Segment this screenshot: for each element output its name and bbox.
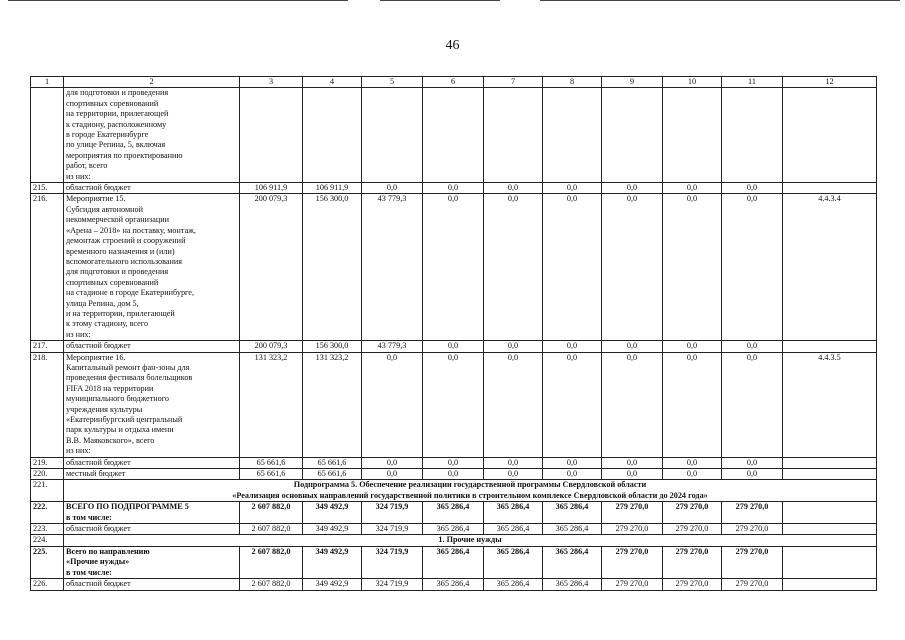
column-header: 10	[663, 77, 722, 88]
value-cell: 0,0	[602, 469, 663, 480]
value-cell: 349 492,9	[303, 502, 362, 524]
row-description	[64, 194, 240, 341]
column-header: 4	[303, 77, 362, 88]
empty-cell	[303, 88, 362, 183]
description-line: улица Репина, дом 5,	[66, 298, 139, 308]
empty-cell	[423, 88, 484, 183]
value-cell: 0,0	[423, 457, 484, 468]
table-row	[31, 546, 877, 578]
row-number: 216.	[31, 194, 64, 341]
value-cell: 0,0	[484, 183, 543, 194]
value-cell: 349 492,9	[303, 579, 362, 590]
value-cell: 0,0	[663, 469, 722, 480]
value-cell: 0,0	[602, 352, 663, 457]
value-cell: 0,0	[423, 183, 484, 194]
row-description: областной бюджет	[64, 457, 240, 468]
description-line: для подготовки и проведения	[66, 267, 169, 277]
value-cell: 131 323,2	[303, 352, 362, 457]
description-line: к стадиону, расположенному	[66, 119, 167, 129]
value-cell: 65 661,6	[240, 457, 303, 468]
description-line: Капитальный ремонт фан-зоны для	[66, 362, 190, 372]
value-cell: 65 661,6	[240, 469, 303, 480]
top-rule	[0, 0, 905, 3]
column-header: 1	[31, 77, 64, 88]
row-number: 219.	[31, 457, 64, 468]
row-number	[31, 88, 64, 183]
value-cell: 279 270,0	[722, 524, 783, 535]
value-cell: 0,0	[484, 341, 543, 352]
description-line: демонтаж строений и сооружений	[66, 236, 186, 246]
description-line: для подготовки и проведения	[66, 88, 169, 98]
description-line: некоммерческой организации	[66, 215, 170, 225]
value-cell: 279 270,0	[722, 502, 783, 524]
table-row	[31, 579, 877, 590]
value-cell: 65 661,6	[303, 457, 362, 468]
value-cell: 0,0	[602, 341, 663, 352]
empty-cell	[543, 88, 602, 183]
table-row	[31, 88, 877, 183]
empty-cell	[783, 88, 877, 183]
value-cell: 0,0	[543, 194, 602, 341]
table-row	[31, 502, 877, 524]
value-cell: 156 300,0	[303, 194, 362, 341]
value-cell: 65 661,6	[303, 469, 362, 480]
column-header: 3	[240, 77, 303, 88]
value-cell: 324 719,9	[362, 546, 423, 578]
row-number: 222.	[31, 502, 64, 524]
value-cell: 0,0	[362, 352, 423, 457]
target-code	[783, 457, 877, 468]
value-cell: 0,0	[423, 469, 484, 480]
value-cell: 365 286,4	[543, 502, 602, 524]
description-line: «Арена – 2018» на поставку, монтаж,	[66, 225, 196, 235]
value-cell: 279 270,0	[602, 502, 663, 524]
value-cell: 0,0	[722, 457, 783, 468]
section-title-line: «Реализация основных направлений государственной политики в строительном комплексе Свердловской области до 2024 года»	[232, 490, 708, 500]
value-cell: 279 270,0	[663, 502, 722, 524]
row-number: 223.	[31, 524, 64, 535]
value-cell: 2 607 882,0	[240, 546, 303, 578]
value-cell: 0,0	[722, 341, 783, 352]
value-cell: 365 286,4	[543, 546, 602, 578]
value-cell: 0,0	[722, 183, 783, 194]
row-description	[64, 546, 240, 578]
value-cell: 279 270,0	[663, 579, 722, 590]
value-cell: 43 779,3	[362, 194, 423, 341]
value-cell: 365 286,4	[484, 579, 543, 590]
column-header: 8	[543, 77, 602, 88]
description-line: Всего по направлению	[66, 546, 150, 556]
value-cell: 365 286,4	[423, 524, 484, 535]
column-header: 12	[783, 77, 877, 88]
value-cell: 0,0	[362, 469, 423, 480]
empty-cell	[602, 88, 663, 183]
section-title-line: 1. Прочие нужды	[438, 535, 502, 545]
section-row	[31, 480, 877, 502]
value-cell: 156 300,0	[303, 341, 362, 352]
column-header: 6	[423, 77, 484, 88]
table-row	[31, 183, 877, 194]
section-title-line: Подпрограмма 5. Обеспечение реализации государственной программы Свердловской области	[293, 480, 647, 490]
value-cell: 43 779,3	[362, 341, 423, 352]
value-cell: 0,0	[423, 341, 484, 352]
description-line: вспомогательного использования	[66, 256, 183, 266]
row-number: 220.	[31, 469, 64, 480]
target-code	[783, 502, 877, 524]
column-header: 2	[64, 77, 240, 88]
value-cell: 365 286,4	[543, 579, 602, 590]
description-line: В.В. Маяковского», всего	[66, 435, 155, 445]
description-line: «Екатеринбургский центральный	[66, 415, 183, 424]
value-cell: 0,0	[663, 352, 722, 457]
description-line: в том числе:	[66, 567, 112, 577]
value-cell: 0,0	[484, 457, 543, 468]
value-cell: 279 270,0	[722, 546, 783, 578]
description-line: мероприятия по проектированию	[66, 150, 183, 160]
header-row	[31, 77, 877, 88]
value-cell: 0,0	[663, 457, 722, 468]
value-cell: 349 492,9	[303, 546, 362, 578]
row-number: 218.	[31, 352, 64, 457]
value-cell: 324 719,9	[362, 579, 423, 590]
table-row	[31, 524, 877, 535]
row-description	[64, 88, 240, 183]
description-line: из них:	[66, 446, 91, 456]
target-code	[783, 524, 877, 535]
row-description: областной бюджет	[64, 341, 240, 352]
description-line: в городе Екатеринбурге	[66, 130, 149, 140]
description-line: Мероприятие 16.	[66, 352, 126, 362]
description-line: учреждения культуры	[66, 404, 143, 414]
row-description: областной бюджет	[64, 579, 240, 590]
value-cell: 0,0	[543, 183, 602, 194]
row-number: 226.	[31, 579, 64, 590]
value-cell: 0,0	[663, 194, 722, 341]
value-cell: 0,0	[362, 457, 423, 468]
value-cell: 131 323,2	[240, 352, 303, 457]
value-cell: 279 270,0	[602, 546, 663, 578]
value-cell: 279 270,0	[663, 546, 722, 578]
value-cell: 365 286,4	[423, 579, 484, 590]
empty-cell	[484, 88, 543, 183]
target-code: 4.4.3.5	[783, 352, 877, 457]
value-cell: 106 911,9	[303, 183, 362, 194]
value-cell: 365 286,4	[543, 524, 602, 535]
target-code	[783, 341, 877, 352]
description-line: на стадионе в городе Екатеринбурге,	[66, 288, 194, 298]
description-line: на территории, прилегающей	[66, 109, 169, 119]
description-line: Субсидия автономной	[66, 204, 144, 214]
value-cell: 0,0	[423, 352, 484, 457]
value-cell: 0,0	[722, 352, 783, 457]
description-line: по улице Репина, 5, включая	[66, 140, 166, 150]
value-cell: 0,0	[423, 194, 484, 341]
column-header: 5	[362, 77, 423, 88]
row-description: местный бюджет	[64, 469, 240, 480]
value-cell: 0,0	[663, 183, 722, 194]
row-number: 215.	[31, 183, 64, 194]
value-cell: 0,0	[362, 183, 423, 194]
value-cell: 106 911,9	[240, 183, 303, 194]
section-row	[31, 535, 877, 546]
empty-cell	[663, 88, 722, 183]
table-row	[31, 352, 877, 457]
value-cell: 0,0	[602, 183, 663, 194]
value-cell: 349 492,9	[303, 524, 362, 535]
section-title	[64, 480, 877, 502]
column-header: 7	[484, 77, 543, 88]
value-cell: 0,0	[543, 352, 602, 457]
value-cell: 279 270,0	[602, 579, 663, 590]
description-line: проведения фестиваля болельщиков	[66, 373, 193, 383]
table-row	[31, 469, 877, 480]
value-cell: 365 286,4	[423, 502, 484, 524]
row-description	[64, 352, 240, 457]
table-row	[31, 457, 877, 468]
value-cell: 2 607 882,0	[240, 524, 303, 535]
page-number: 46	[445, 38, 460, 53]
value-cell: 0,0	[543, 457, 602, 468]
description-line: работ, всего	[66, 161, 108, 171]
description-line: FIFA 2018 на территории	[66, 383, 154, 393]
value-cell: 365 286,4	[484, 502, 543, 524]
description-line: парк культуры и отдыха имени	[66, 425, 174, 435]
value-cell: 2 607 882,0	[240, 579, 303, 590]
description-line: из них:	[66, 171, 91, 181]
target-code	[783, 546, 877, 578]
column-header: 11	[722, 77, 783, 88]
target-code	[783, 579, 877, 590]
value-cell: 0,0	[602, 194, 663, 341]
table-row	[31, 194, 877, 341]
value-cell: 365 286,4	[484, 524, 543, 535]
value-cell: 279 270,0	[722, 579, 783, 590]
description-line: временного назначения и (или)	[66, 246, 175, 256]
description-line: ВСЕГО ПО ПОДПРОГРАММЕ 5	[66, 502, 189, 512]
row-description	[64, 502, 240, 524]
value-cell: 324 719,9	[362, 502, 423, 524]
budget-table	[30, 76, 877, 591]
value-cell: 279 270,0	[602, 524, 663, 535]
value-cell: 0,0	[722, 194, 783, 341]
value-cell: 279 270,0	[663, 524, 722, 535]
row-number: 224.	[31, 535, 64, 546]
value-cell: 0,0	[484, 352, 543, 457]
empty-cell	[362, 88, 423, 183]
row-number: 221.	[31, 480, 64, 502]
row-number: 225.	[31, 546, 64, 578]
value-cell: 0,0	[543, 469, 602, 480]
row-description: областной бюджет	[64, 183, 240, 194]
row-description: областной бюджет	[64, 524, 240, 535]
table-row	[31, 341, 877, 352]
value-cell: 365 286,4	[484, 546, 543, 578]
value-cell: 0,0	[602, 457, 663, 468]
description-line: спортивных соревнований	[66, 277, 159, 287]
value-cell: 2 607 882,0	[240, 502, 303, 524]
description-line: Мероприятие 15.	[66, 194, 126, 204]
description-line: из них:	[66, 329, 91, 339]
target-code	[783, 469, 877, 480]
description-line: в том числе:	[66, 512, 112, 522]
description-line: спортивных соревнований	[66, 98, 159, 108]
value-cell: 0,0	[484, 194, 543, 341]
empty-cell	[240, 88, 303, 183]
value-cell: 200 079,3	[240, 194, 303, 341]
value-cell: 0,0	[484, 469, 543, 480]
section-title	[64, 535, 877, 546]
value-cell: 0,0	[722, 469, 783, 480]
value-cell: 324 719,9	[362, 524, 423, 535]
row-number: 217.	[31, 341, 64, 352]
value-cell: 0,0	[663, 341, 722, 352]
description-line: и на территории, прилегающей	[66, 308, 175, 318]
column-header: 9	[602, 77, 663, 88]
empty-cell	[722, 88, 783, 183]
value-cell: 200 079,3	[240, 341, 303, 352]
target-code: 4.4.3.4	[783, 194, 877, 341]
description-line: муниципального бюджетного	[66, 394, 169, 404]
value-cell: 0,0	[543, 341, 602, 352]
target-code	[783, 183, 877, 194]
value-cell: 365 286,4	[423, 546, 484, 578]
description-line: «Прочие нужды»	[66, 557, 130, 567]
description-line: к этому стадиону, всего	[66, 319, 149, 329]
